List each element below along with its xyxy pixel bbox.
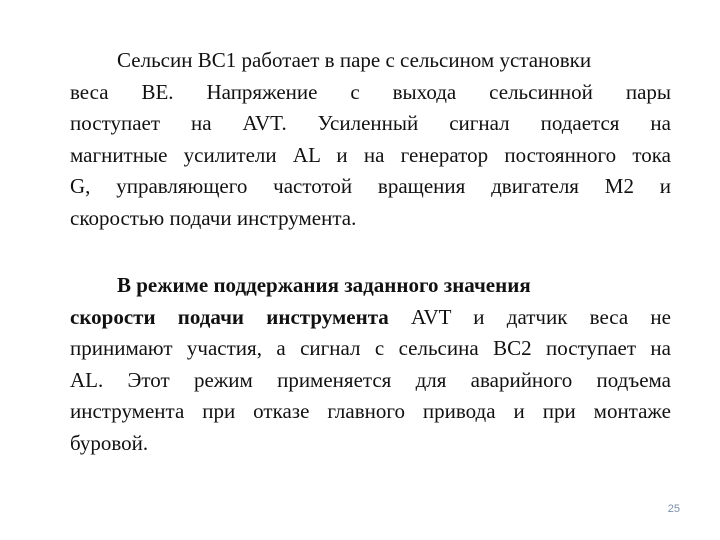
page-number: 25 [667, 503, 680, 515]
text-line: Сельсин ВС1 работает в паре с сельсином установки [117, 48, 592, 72]
text-line: магнитные усилители AL и на генератор постоянного тока [70, 142, 671, 167]
text-line-mixed [70, 302, 671, 334]
bold-heading-line: В режиме поддержания заданного значения [117, 273, 531, 297]
paragraph-selsyn-operation [70, 45, 671, 234]
bold-heading-tail: скорости подачи инструмента [70, 304, 389, 329]
paragraph-speed-mode [70, 270, 671, 459]
text-line: принимают участия, а сигнал с сельсина ВС2 поступает на [70, 336, 671, 360]
text-line: G, управляющего частотой вращения двигателя М2 и [70, 174, 671, 198]
text-line: поступает на AVT. Усиленный сигнал подается на [70, 111, 671, 135]
text-line: инструмента при отказе главного привода и при монтаже [70, 399, 671, 423]
text-line: AL. Этот режим применяется для аварийного подъема [70, 367, 671, 392]
text-line: веса ВЕ. Напряжение с выхода сельсинной пары [70, 79, 671, 104]
text-line: буровой. [70, 430, 149, 455]
text-line: скоростью подачи инструмента. [70, 205, 357, 230]
text-line-tail: AVT и датчик веса не [388, 304, 671, 329]
